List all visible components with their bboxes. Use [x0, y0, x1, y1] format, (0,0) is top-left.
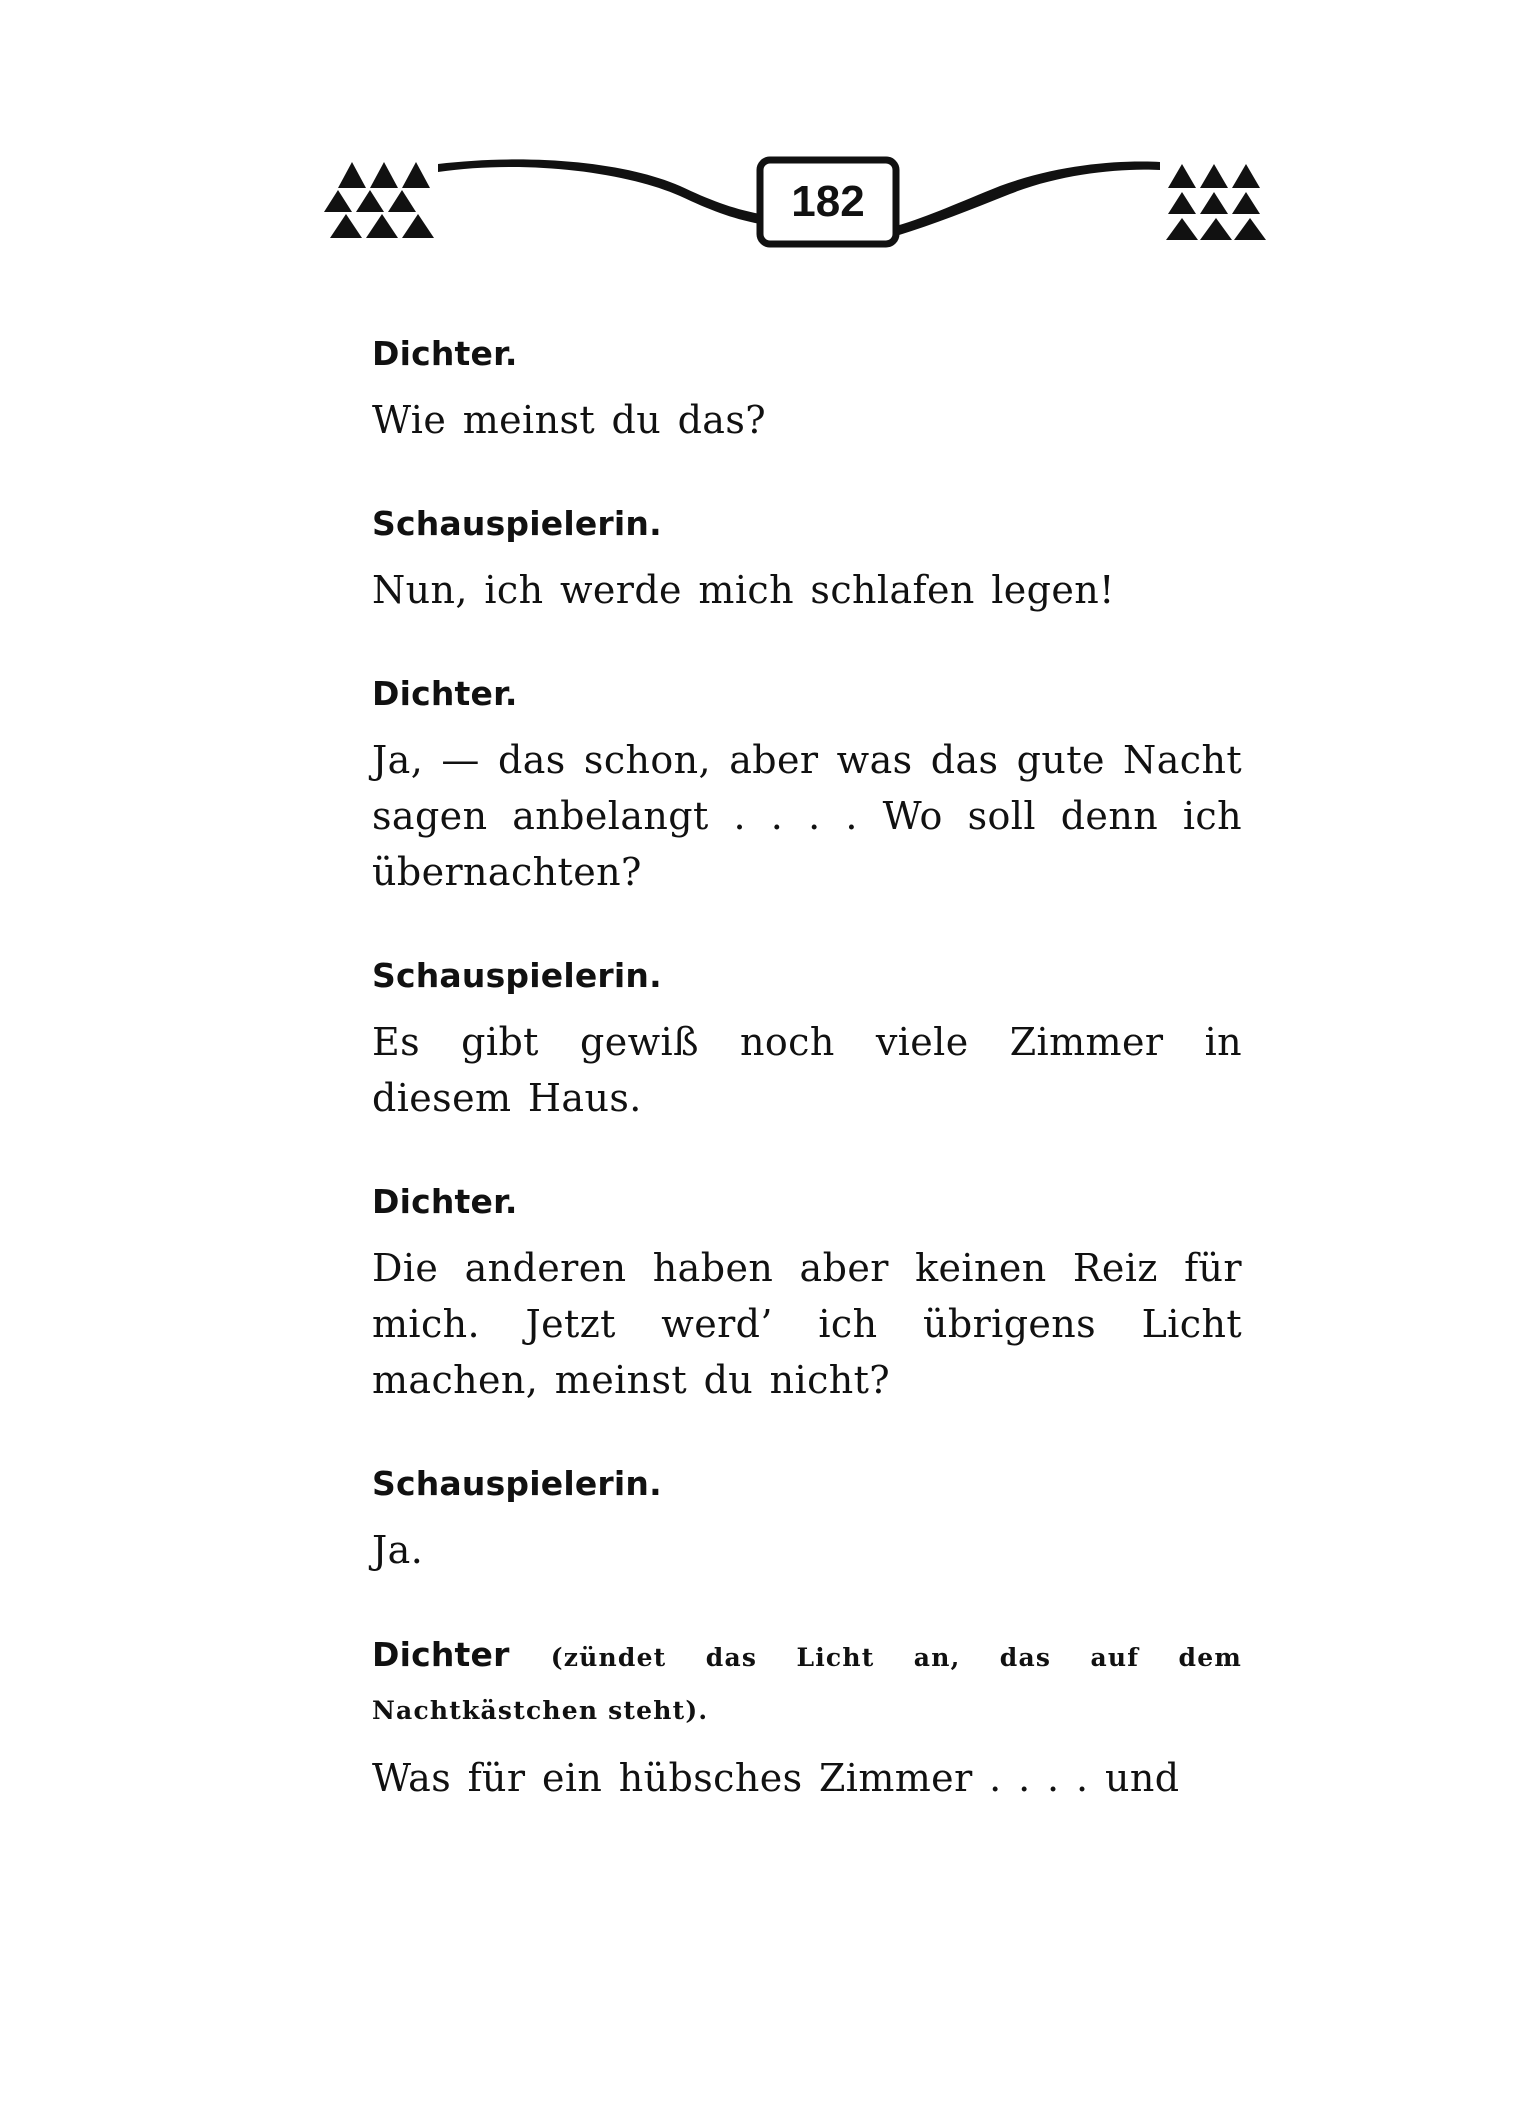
speech-text: Die anderen haben aber keinen Reiz für mich. Jetzt werd’ ich übrigens Licht machen, meinst du nicht?	[372, 1246, 1242, 1402]
speaker-label-with-direction	[372, 1630, 1242, 1736]
page-header-ornament	[320, 140, 1280, 270]
spade-cluster-left-icon	[324, 162, 434, 238]
spade-cluster-right-icon	[1166, 164, 1266, 240]
dialogue-block	[372, 670, 1242, 900]
speech-text: Ja, — das schon, aber was das gute Nacht sagen anbelangt . . . . Wo soll denn ich übernachten?	[372, 738, 1242, 894]
dialogue-block	[372, 1630, 1242, 1806]
speech-text: Es gibt gewiß noch viele Zimmer in diesem Haus.	[372, 1020, 1242, 1120]
speaker-label: Schauspielerin.	[372, 504, 662, 543]
speech-text: Ja.	[372, 1528, 424, 1572]
speech-text: Nun, ich werde mich schlafen legen!	[372, 568, 1115, 612]
dialogue-block	[372, 952, 1242, 1126]
dialogue-block	[372, 330, 1242, 448]
speaker-label: Schauspielerin.	[372, 956, 662, 995]
page-number: 182	[791, 177, 865, 226]
dialogue-block	[372, 500, 1242, 618]
speaker-label: Dichter.	[372, 1182, 518, 1221]
speaker-name: Dichter	[372, 1635, 510, 1674]
dialogue-text	[372, 330, 1242, 1858]
speaker-label: Dichter.	[372, 674, 518, 713]
stage-direction: (zündet das Licht an, das auf dem Nachtkästchen steht).	[372, 1643, 1242, 1725]
speech-text: Was für ein hübsches Zimmer . . . . und	[372, 1756, 1180, 1800]
speaker-label: Schauspielerin.	[372, 1464, 662, 1503]
dialogue-block	[372, 1460, 1242, 1578]
dialogue-block	[372, 1178, 1242, 1408]
speech-text: Wie meinst du das?	[372, 398, 767, 442]
speaker-label: Dichter.	[372, 334, 518, 373]
